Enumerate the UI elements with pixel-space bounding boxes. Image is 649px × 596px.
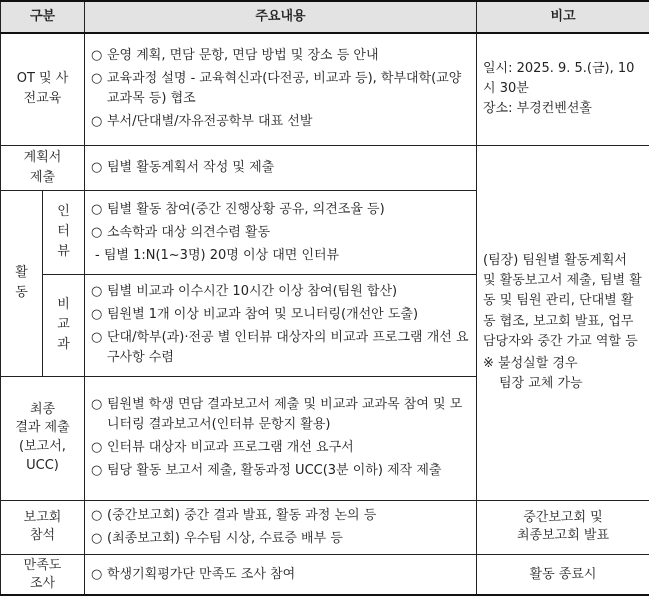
bullet-icon: ○: [91, 112, 107, 132]
list-item: ○ 인터뷰 대상자 비교과 프로그램 개선 요구서: [91, 438, 470, 458]
bullet-icon: ○: [91, 461, 107, 481]
list-item: ○ 팀원별 학생 면담 결과보고서 제출 및 비교과 교과목 참여 및 모니터링 결과보고서(인터뷰 문항지 활용): [91, 395, 470, 435]
list-item: ○ 부서/단대별/자유전공학부 대표 선발: [91, 112, 470, 132]
ot-content: [85, 33, 477, 145]
row-report: [1, 500, 649, 554]
survey-category: 만족도 조사: [1, 555, 85, 596]
final-category: 최종 결과 제출 (보고서, UCC): [1, 376, 85, 500]
row-ot: [1, 33, 649, 145]
report-content: [85, 500, 477, 554]
bullet-icon: ○: [91, 223, 107, 243]
plan-category: 계획서 제출: [1, 145, 85, 190]
header-remarks: 비고: [477, 1, 649, 33]
list-item: ○ 팀별 활동계획서 작성 및 제출: [91, 158, 470, 178]
list-item: ○ 학생기획평가단 만족도 조사 참여: [91, 565, 470, 585]
interview-label: 인 터 뷰: [43, 190, 85, 274]
activity-category: 활동: [1, 190, 43, 376]
bullet-icon: ○: [91, 395, 107, 415]
bullet-icon: ○: [91, 328, 107, 348]
list-item: ○ 팀당 활동 보고서 제출, 활동과정 UCC(3분 이하) 제작 제출: [91, 461, 470, 481]
bullet-icon: ○: [91, 200, 107, 220]
interview-content: [85, 190, 477, 274]
row-plan: [1, 145, 649, 190]
header-category: 구분: [1, 1, 85, 33]
warning-note-detail: 팀장 교체 가능: [483, 374, 643, 394]
bullet-icon: ○: [91, 282, 107, 302]
ot-remark-place: 장소: 부경컨벤션홀: [483, 99, 643, 119]
list-item: ○ 단대/학부(과)·전공 별 인터뷰 대상자의 비교과 프로그램 개선 요구사항 수렴: [91, 328, 470, 368]
activity-remarks: [477, 145, 649, 500]
list-item: ○ 팀별 비교과 이수시간 10시간 이상 참여(팀원 합산): [91, 282, 470, 302]
list-item: ○ 팀원별 1개 이상 비교과 참여 및 모니터링(개선안 도출): [91, 305, 470, 325]
bullet-icon: ○: [91, 158, 107, 178]
extracurricular-content: [85, 274, 477, 376]
ot-remark-date: 일시: 2025. 9. 5.(금), 10시 30분: [483, 59, 643, 99]
bullet-icon: ○: [91, 438, 107, 458]
report-category: 보고회 참석: [1, 500, 85, 554]
row-survey: [1, 555, 649, 596]
interview-sub-item: - 팀별 1:N(1~3명) 20명 이상 대면 인터뷰: [91, 246, 470, 266]
survey-remarks: 활동 종료시: [477, 555, 649, 596]
bullet-icon: ○: [91, 506, 107, 526]
list-item: ○ 교육과정 설명 - 교육혁신과(다전공, 비교과 등), 학부대학(교양교과목 등) 협조: [91, 69, 470, 109]
list-item: ○ 소속학과 대상 의견수렴 활동: [91, 223, 470, 243]
report-remarks: 중간보고회 및 최종보고회 발표: [477, 500, 649, 554]
warning-note: ※ 불성실할 경우: [483, 354, 643, 374]
bullet-icon: ○: [91, 529, 107, 549]
ot-remarks: [477, 33, 649, 145]
list-item: ○ (최종보고회) 우수팀 시상, 수료증 배부 등: [91, 529, 470, 549]
survey-content: [85, 555, 477, 596]
plan-content: [85, 145, 477, 190]
leader-role-text: (팀장) 팀원별 활동계획서 및 활동보고서 제출, 팀별 활동 및 팀원 관리, 단대별 활동 협조, 보고회 발표, 업무담당자와 중간 가교 역할 등: [483, 251, 643, 352]
bullet-icon: ○: [91, 305, 107, 325]
list-item: ○ 운영 계획, 면담 문항, 면담 방법 및 장소 등 안내: [91, 46, 470, 66]
bullet-icon: ○: [91, 565, 107, 585]
header-content: 주요내용: [85, 1, 477, 33]
extracurricular-label: 비 교 과: [43, 274, 85, 376]
table-header-row: [1, 1, 649, 33]
list-item: ○ 팀별 활동 참여(중간 진행상황 공유, 의견조율 등): [91, 200, 470, 220]
final-content: [85, 376, 477, 500]
bullet-icon: ○: [91, 69, 107, 89]
list-item: ○ (중간보고회) 중간 결과 발표, 활동 과정 논의 등: [91, 506, 470, 526]
bullet-icon: ○: [91, 46, 107, 66]
ot-category: OT 및 사전교육: [1, 33, 85, 145]
